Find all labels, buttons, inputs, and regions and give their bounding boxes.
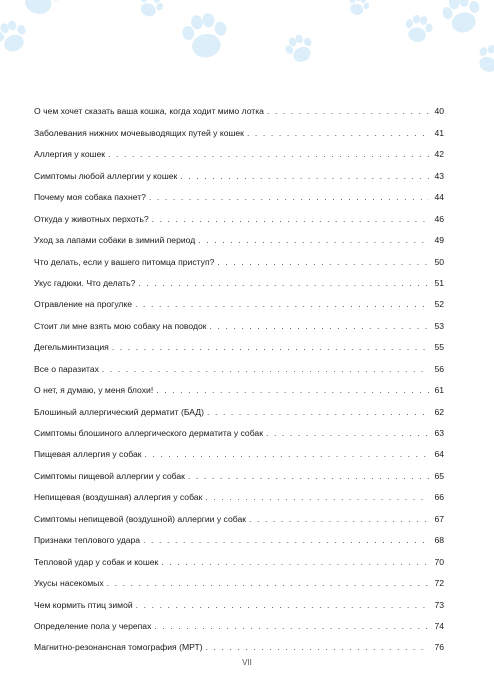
paw-print-icon [0,17,31,56]
paw-print-icon [282,31,318,67]
toc-entry-title: Симптомы непищевой (воздушной) аллергии у собак [34,513,246,524]
toc-entry-page: 63 [434,428,444,438]
toc-entry-page: 42 [434,149,444,160]
paw-print-icon [346,0,372,18]
toc-entry-title: Укус гадюки. Что делать? [34,277,136,288]
toc-entry [34,309,444,330]
dot-leader [206,642,429,652]
dot-leader [267,106,429,116]
toc-entry-title: Укусы насекомых [34,578,104,589]
dot-leader [207,407,429,417]
dot-leader [154,621,429,631]
toc-entry-title: Отравление на прогулке [34,299,133,310]
paw-print-icon [473,41,494,77]
toc-entry-title: Признаки теплового удара [34,535,141,546]
toc-entry-title: Симптомы любой аллергии у кошек [34,170,178,181]
toc-entry-title: Определение пола у черепах [34,620,152,631]
toc-entry-page: 40 [434,106,444,117]
toc-entry [34,245,444,266]
toc-entry-page: 51 [434,277,444,288]
toc-entry-page: 44 [434,192,444,203]
toc-entry-page: 50 [434,256,444,267]
dot-leader [143,535,429,545]
toc-entry-title: Дегельминтизация [34,342,109,353]
toc-entry [34,224,444,245]
toc-entry [34,395,444,416]
dot-leader [249,514,429,524]
toc-entry-title: Уход за лапами собаки в зимний период [34,235,196,246]
toc-entry-title: Аллергия у кошек [34,149,106,160]
toc-entry [34,267,444,288]
paw-print-icon [16,0,66,19]
toc-entry-page: 62 [434,406,444,417]
toc-entry-page: 49 [434,235,444,246]
toc-entry-title: О чем хочет сказать ваша кошка, когда ходит мимо лотка [34,106,264,117]
dot-leader [108,149,429,159]
toc-entry-title: Чем кормить птиц зимой [34,599,133,610]
toc-entry-page: 61 [434,385,444,396]
toc-entry [34,610,444,631]
dot-leader [210,321,429,331]
dot-leader [145,449,430,459]
toc-entry-page: 46 [434,213,444,224]
toc-entry-title: Все о паразитах [34,363,99,374]
toc-entry [34,116,444,137]
toc-entry-title: Тепловой удар у собак и кошек [34,556,159,567]
toc-entry-page: 55 [434,342,444,353]
dot-leader [161,557,429,567]
toc-entry [34,202,444,223]
toc-entry-title: Пищевая аллергия у собак [34,449,142,460]
toc-entry-title: Симптомы блошиного аллергического дерматита у собак [34,428,263,438]
dot-leader [136,600,429,610]
toc-entry-page: 52 [434,299,444,310]
toc-entry-page: 66 [434,492,444,503]
toc-entry-page: 67 [434,513,444,524]
paw-print-icon [403,13,434,44]
paw-print-icon [439,0,485,37]
toc-entry-page: 70 [434,556,444,567]
toc-entry-title: О нет, я думаю, у меня блохи! [34,385,154,396]
paw-print-decoration [0,0,494,80]
toc-entry-title: Блошиный аллергический дерматит (БАД) [34,406,204,417]
dot-leader [180,171,429,181]
toc-entry-page: 68 [434,535,444,546]
toc-entry-page: 56 [434,363,444,374]
dot-leader [217,257,429,267]
toc-entry-page: 65 [434,470,444,481]
toc-entry-title: Непищевая (воздушная) аллергия у собак [34,492,203,503]
dot-leader [107,578,429,588]
dot-leader [198,235,429,245]
toc-entry-page: 53 [434,320,444,331]
toc-entry-page: 74 [434,620,444,631]
toc-entry-page: 73 [434,599,444,610]
toc-entry [34,159,444,180]
toc-entry-title: Симптомы пищевой аллергии у собак [34,470,185,481]
dot-leader [247,128,429,138]
table-of-contents [34,95,444,652]
toc-entry-page: 64 [434,449,444,460]
toc-entry [34,352,444,373]
toc-entry-title: Что делать, если у вашего питомца приступ? [34,256,215,267]
toc-entry-page: 43 [434,170,444,181]
paw-print-icon [135,0,166,21]
toc-entry [34,567,444,588]
dot-leader [188,471,429,481]
toc-entry [34,438,444,459]
toc-entry [34,331,444,352]
toc-entry [34,502,444,523]
toc-entry [34,631,444,652]
toc-entry-page: 76 [434,642,444,653]
dot-leader [205,492,429,502]
page-number: VII [242,658,252,667]
dot-leader [156,385,429,395]
toc-entry [34,95,444,116]
toc-entry [34,138,444,159]
toc-entry-title: Стоит ли мне взять мою собаку на поводок [34,320,207,331]
toc-entry [34,288,444,309]
dot-leader [112,342,429,352]
toc-entry-title: Магнитно-резонансная томография (МРТ) [34,642,203,653]
toc-entry [34,374,444,395]
toc-entry [34,459,444,480]
toc-entry [34,588,444,609]
dot-leader [135,299,429,309]
dot-leader [266,428,429,438]
toc-entry-page: 72 [434,578,444,589]
dot-leader [149,192,429,202]
toc-entry-title: Откуда у животных перхоть? [34,213,149,224]
toc-entry [34,181,444,202]
toc-entry [34,481,444,502]
toc-entry-page: 41 [434,127,444,138]
toc-entry [34,417,444,438]
dot-leader [138,278,429,288]
toc-entry-title: Заболевания нижних мочевыводящих путей у кошек [34,127,244,138]
paw-print-icon [180,10,231,61]
toc-entry-title: Почему моя собака пахнет? [34,192,146,203]
dot-leader [102,364,429,374]
toc-entry [34,524,444,545]
toc-entry [34,545,444,566]
dot-leader [152,214,429,224]
